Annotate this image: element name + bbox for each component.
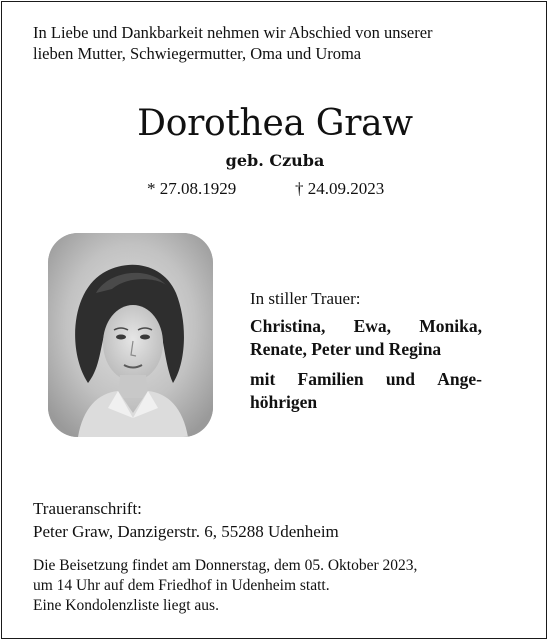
- life-dates: [0, 177, 550, 201]
- maiden-name: geb. Czuba: [225, 151, 325, 170]
- funeral-line: Eine Kondolenzliste liegt aus.: [33, 597, 219, 614]
- mourner-name: Christina,: [250, 316, 326, 336]
- death-date: † 24.09.2023: [295, 179, 385, 198]
- intro-line: lieben Mutter, Schwiegermutter, Oma und Uroma: [33, 44, 362, 63]
- funeral-line: um 14 Uhr auf dem Friedhof in Udenheim statt.: [33, 577, 330, 594]
- address-label: Traueranschrift:: [33, 499, 142, 518]
- mourners-families: [250, 368, 510, 414]
- families-word: mit: [250, 369, 276, 389]
- families-word: und: [385, 369, 416, 389]
- portrait-icon: [48, 233, 213, 437]
- mourners-families-line2: höhrigen: [250, 392, 318, 412]
- portrait-photo: [48, 233, 213, 437]
- mourner-name: Ewa,: [353, 316, 392, 336]
- funeral-line: Die Beisetzung findet am Donnerstag, dem 05. Oktober 2023,: [33, 557, 418, 574]
- mourners-names-line1: [250, 315, 482, 338]
- intro-line: In Liebe und Dankbarkeit nehmen wir Abschied von unserer: [33, 23, 433, 42]
- intro-text: [33, 22, 513, 64]
- mourners-block: [250, 288, 510, 414]
- funeral-info: [33, 556, 523, 616]
- mourner-name: Monika,: [419, 316, 482, 336]
- mourners-names: [250, 315, 510, 361]
- families-word: Ange-: [437, 369, 482, 389]
- address-value: Peter Graw, Danzigerstr. 6, 55288 Udenheim: [33, 522, 339, 541]
- mourners-intro: In stiller Trauer:: [250, 289, 361, 308]
- deceased-name: Dorothea Graw: [137, 103, 413, 144]
- mourners-families-line1: [250, 368, 482, 391]
- families-word: Familien: [297, 369, 364, 389]
- mourning-address: [33, 497, 513, 543]
- mourners-names-line2: Renate, Peter und Regina: [250, 339, 442, 359]
- birth-date: * 27.08.1929: [147, 179, 237, 198]
